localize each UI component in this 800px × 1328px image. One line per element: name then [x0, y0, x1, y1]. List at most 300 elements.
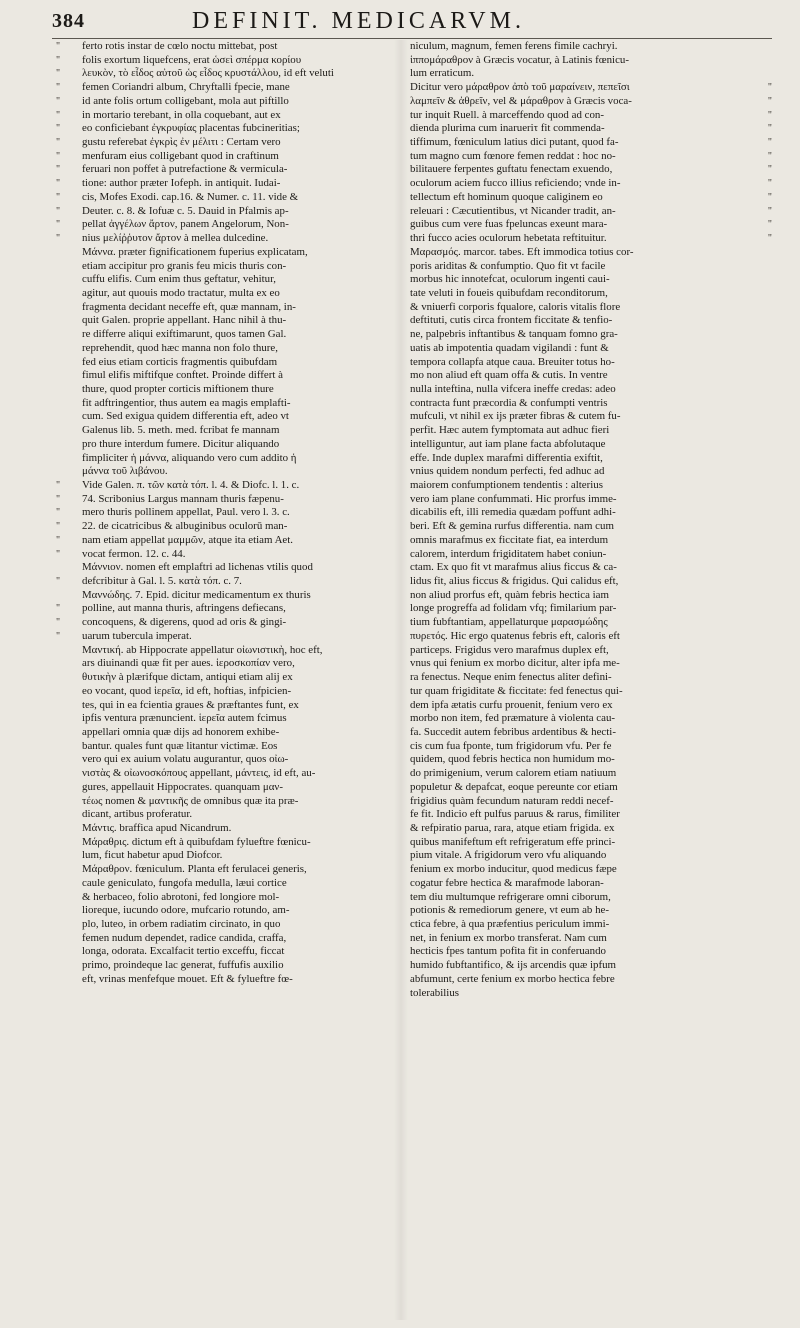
- text-line: [56, 932, 392, 946]
- text-line: [56, 712, 392, 726]
- text-line: [56, 218, 392, 232]
- line-text: menfuram eius colligebant quod in craftinum: [82, 149, 279, 162]
- line-text: maiorem confumptionem tendentis : alterius: [410, 479, 603, 491]
- quote-marker: ": [56, 205, 61, 217]
- line-text: caule geniculato, fungofa medulla, læui cortice: [82, 876, 287, 889]
- line-text: ἱππομάραθρον à Græcis vocatur, à Latinis fœnicu-: [410, 53, 629, 66]
- text-line: [410, 973, 772, 987]
- text-line: [410, 163, 772, 177]
- line-text: quidem, quod febris hectica non humidum mo-: [410, 753, 615, 766]
- quote-marker: ": [56, 178, 61, 190]
- line-text: quit Galen. proprie appellant. Hanc nihil à thu-: [82, 314, 287, 327]
- text-line: [410, 177, 772, 191]
- quote-marker: ": [767, 233, 772, 245]
- line-text: Vide Galen. π. τῶν κατὰ τόπ. l. 4. & Diofc. l. 1. c.: [82, 479, 300, 491]
- line-text: concoquens, & digerens, quod ad oris & gingi-: [82, 616, 287, 629]
- text-line: [410, 452, 772, 466]
- line-text: effe. Inde duplex marafmi differentia exiftit,: [410, 451, 603, 464]
- quote-marker: ": [56, 603, 61, 615]
- text-line: [56, 548, 392, 562]
- text-line: [410, 630, 772, 644]
- quote-marker: ": [56, 137, 61, 149]
- quote-marker: ": [56, 68, 61, 80]
- line-text: tur inquit Ruell. à marceffendo quod ad con-: [410, 108, 604, 121]
- text-line: [56, 561, 392, 575]
- text-line: [410, 81, 772, 95]
- line-text: mufculi, vt nihil ex ijs præter fibras & cutem fu-: [410, 410, 621, 423]
- text-line: [56, 520, 392, 534]
- line-text: polline, aut manna thuris, aftringens defiecans,: [82, 602, 286, 615]
- line-text: vero iam plane confummati. Hic prorfus imme-: [410, 492, 617, 505]
- line-text: tate veluti in foueis quibufdam reconditorum,: [410, 286, 608, 299]
- quote-marker: ": [56, 95, 61, 107]
- line-text: morbo non item, fed præmature à violenta cau-: [410, 712, 616, 725]
- text-line: [410, 602, 772, 616]
- text-line: [410, 260, 772, 274]
- line-text: fit adftringentior, thus autem ea magis emplafti-: [82, 396, 291, 409]
- text-line: [410, 191, 772, 205]
- line-text: eo vocant, quod ἱερεῖα, id eft, hoftias, infpicien-: [82, 684, 292, 697]
- text-line: [410, 287, 772, 301]
- text-line: [410, 506, 772, 520]
- text-line: [56, 273, 392, 287]
- text-line: [56, 671, 392, 685]
- line-text: Deuter. c. 8. & Iofuæ c. 5. Dauid in Pfalmis ap-: [82, 204, 289, 217]
- text-line: [56, 630, 392, 644]
- text-line: [56, 589, 392, 603]
- line-text: eft, vrinas menfefque mouet. Eft & fylueftre fœ-: [82, 972, 293, 985]
- text-line: [56, 81, 392, 95]
- text-line: [410, 150, 772, 164]
- line-text: vocat fermon. 12. c. 44.: [82, 547, 186, 560]
- line-text: net, in fenium ex morbo transferat. Nam cum: [410, 931, 607, 944]
- text-line: [56, 397, 392, 411]
- text-line: [410, 795, 772, 809]
- text-line: [410, 122, 772, 136]
- text-line: [410, 685, 772, 699]
- line-text: 22. de cicatricibus & albuginibus oculorū man-: [82, 520, 288, 533]
- text-line: [410, 273, 772, 287]
- line-text: pro thure interdum fumere. Dicitur aliquando: [82, 437, 280, 450]
- text-line: [56, 657, 392, 671]
- quote-marker: ": [767, 205, 772, 217]
- line-text: pium vitale. A frigidorum vero vfu aliquando: [410, 849, 607, 862]
- running-title: DEFINIT. MEDICARVM.: [192, 8, 525, 34]
- line-text: τέως nomen & μαντικῆς de omnibus quæ ita præ-: [82, 794, 299, 807]
- text-line: [410, 959, 772, 973]
- line-text: re differre aliqui exiftimarunt, quos tamen Gal.: [82, 328, 287, 341]
- text-line: [410, 40, 772, 54]
- text-line: [410, 918, 772, 932]
- line-text: guibus cum vere fuas fpeluncas exeunt mara-: [410, 218, 608, 231]
- line-text: feruari non poffet à putrefactione & vermicula-: [82, 163, 288, 176]
- text-line: [410, 863, 772, 877]
- line-text: id ante folis ortum colligebant, mola aut piftillo: [82, 94, 289, 107]
- line-text: fragmenta decidant neceffe eft, quæ mannam, in-: [82, 300, 296, 313]
- line-text: beri. Eft & gemina rurfus differentia. nam cum: [410, 520, 614, 533]
- line-text: cis cum fua fponte, tum frigidorum vfu. Per fe: [410, 739, 612, 752]
- text-line: [56, 410, 392, 424]
- text-line: [410, 822, 772, 836]
- text-line: [56, 67, 392, 81]
- text-line: [56, 808, 392, 822]
- text-line: [410, 644, 772, 658]
- text-line: [56, 506, 392, 520]
- line-text: bantur. quales funt quæ litantur victimæ. Eos: [82, 739, 278, 752]
- text-line: [410, 891, 772, 905]
- text-line: [56, 260, 392, 274]
- text-line: [410, 67, 772, 81]
- line-text: populetur & depafcat, eoque pereunte cor etiam: [410, 780, 618, 793]
- line-text: hecticis fpes tantum pofita fit in conferuando: [410, 945, 606, 958]
- text-line: [410, 726, 772, 740]
- line-text: do primigenium, verum calorem etiam natiuum: [410, 767, 617, 780]
- line-text: femen nudum dependet, radice candida, craffa,: [82, 931, 287, 944]
- line-text: vero qui ex auium volatu augurantur, quos οἰω-: [82, 753, 289, 766]
- line-text: calorem, interdum frigiditatem habet coniun-: [410, 547, 607, 560]
- line-text: ferto rotis instar de cœlo noctu mittebat, post: [82, 40, 278, 52]
- line-text: dicabilis eft, illi remedia quædam poffunt adhi-: [410, 506, 616, 519]
- text-line: [410, 808, 772, 822]
- line-text: & herbaceo, folio abrotoni, fed longiore mol-: [82, 890, 280, 903]
- quote-marker: ": [56, 191, 61, 203]
- text-line: [56, 95, 392, 109]
- quote-marker: ": [56, 534, 61, 546]
- text-line: [56, 301, 392, 315]
- line-text: πυρετός. Hic ergo quatenus febris eft, caloris eft: [410, 629, 620, 642]
- text-line: [56, 918, 392, 932]
- line-text: particeps. Frigidus vero marafmus duplex eft,: [410, 643, 609, 656]
- line-text: femen Coriandri album, Chryftalli fpecie, mane: [82, 81, 290, 94]
- line-text: contracta funt præcordia & confumpti ventris: [410, 396, 608, 409]
- text-line: [410, 369, 772, 383]
- text-line: [56, 822, 392, 836]
- line-text: nam etiam appellat μαμμῶν, atque ita etiam Aet.: [82, 533, 294, 546]
- text-line: [56, 795, 392, 809]
- text-line: [56, 904, 392, 918]
- text-line: [410, 753, 772, 767]
- line-text: perfit. Hæc autem fymptomata aut adhuc fieri: [410, 424, 610, 437]
- text-line: [410, 246, 772, 260]
- line-text: fimpliciter ἡ μάννα, aliquando vero cum addito ἡ: [82, 451, 297, 464]
- line-text: plo, luteo, in orbem radiatim circinato, in quo: [82, 918, 281, 930]
- text-line: [56, 849, 392, 863]
- text-line: [410, 877, 772, 891]
- quote-marker: ": [56, 123, 61, 135]
- text-line: [410, 534, 772, 548]
- text-line: [56, 40, 392, 54]
- line-text: Μαρασμός. marcor. tabes. Eft immodica totius cor-: [410, 245, 634, 258]
- line-text: eo conficiebant ἐγκρυφίας placentas fubcineritias;: [82, 122, 300, 135]
- line-text: gustu referebat ἐγκρὶς ἐν μέλιτι : Certam vero: [82, 136, 281, 149]
- line-text: tempora collapfa atque caua. Breuiter totus ho-: [410, 355, 615, 368]
- text-line: [410, 95, 772, 109]
- text-line: [56, 383, 392, 397]
- line-text: poris ariditas & confumptio. Quo fit vt facile: [410, 259, 606, 272]
- line-text: potionis & remediorum genere, vt eum ab he-: [410, 904, 609, 917]
- text-line: [56, 877, 392, 891]
- text-line: [56, 891, 392, 905]
- text-line: [56, 616, 392, 630]
- line-text: tellectum eft hominum quoque caliginem eo: [410, 190, 603, 203]
- quote-marker: ": [767, 191, 772, 203]
- text-line: [56, 602, 392, 616]
- line-text: omnis marafmus ex ficcitate fiat, ea interdum: [410, 533, 609, 546]
- line-text: primo, proindeque lac generat, fuffufis auxilio: [82, 959, 284, 972]
- text-line: [410, 493, 772, 507]
- text-line: [410, 301, 772, 315]
- text-line: [56, 163, 392, 177]
- line-text: cum. Sed exigua quidem differentia eft, adeo vt: [82, 410, 289, 423]
- line-text: fimul elifis miftifque conftet. Proinde differt à: [82, 369, 283, 382]
- line-text: fenium ex morbo inducitur, quod medicus fæpe: [410, 863, 617, 876]
- text-line: [410, 575, 772, 589]
- text-line: [56, 232, 392, 246]
- text-line: [56, 836, 392, 850]
- line-text: & refpiratio parua, rara, atque etiam frigida. ex: [410, 821, 615, 834]
- text-line: [56, 575, 392, 589]
- text-line: [56, 452, 392, 466]
- line-text: Μάραθρον. fœniculum. Planta eft ferulacei generis,: [82, 863, 307, 876]
- text-line: [410, 561, 772, 575]
- line-text: λευκὸν, τὸ εἶδος αὐτοῦ ὡς εἶδος κρυστάλλου, id eft veluti: [82, 67, 334, 80]
- line-text: tur quam frigiditate & ficcitate: fed fenectus qui-: [410, 684, 623, 697]
- text-line: [56, 136, 392, 150]
- line-text: νιστὰς & οἰωνοσκόπους appellant, μάντεις, id eft, au-: [82, 767, 316, 780]
- quote-marker: ": [56, 493, 61, 505]
- quote-marker: ": [56, 219, 61, 231]
- text-line: [410, 548, 772, 562]
- text-line: [56, 205, 392, 219]
- quote-marker: ": [56, 109, 61, 121]
- line-text: fa. Succedit autem febribus ardentibus & hecti-: [410, 725, 616, 738]
- text-line: [410, 342, 772, 356]
- line-text: μάννα τοῦ λιβάνου.: [82, 465, 168, 478]
- text-line: [56, 973, 392, 987]
- text-line: [410, 479, 772, 493]
- right-column: [410, 40, 772, 1000]
- line-text: ctam. Ex quo fit vt marafmus alius ficcus & ca-: [410, 561, 617, 574]
- text-line: [410, 465, 772, 479]
- quote-marker: ": [56, 54, 61, 66]
- text-line: [410, 589, 772, 603]
- text-line: [410, 205, 772, 219]
- text-line: [56, 479, 392, 493]
- line-text: etiam accipitur pro granis feu micis thuris con-: [82, 259, 287, 272]
- line-text: Μάραθρις. dictum eft à quibufdam fylueftre fœnicu-: [82, 835, 311, 848]
- quote-marker: ": [56, 576, 61, 588]
- quote-marker: ": [767, 123, 772, 135]
- text-line: [56, 246, 392, 260]
- quote-marker: ": [56, 480, 61, 491]
- quote-marker: ": [767, 219, 772, 231]
- quote-marker: ": [56, 548, 61, 560]
- text-line: [410, 424, 772, 438]
- text-line: [56, 356, 392, 370]
- line-text: tione: author præter Iofeph. in antiquit. Iudai-: [82, 177, 281, 190]
- line-text: in mortario terebant, in olla coquebant, aut ex: [82, 108, 281, 121]
- line-text: ctica febre, à qua præfentius periculum immi-: [410, 918, 610, 930]
- quote-marker: ": [56, 617, 61, 629]
- quote-marker: ": [767, 150, 772, 162]
- line-text: defcribitur à Gal. l. 5. κατὰ τόπ. c. 7.: [82, 575, 242, 588]
- text-line: [410, 904, 772, 918]
- quote-marker: ": [767, 95, 772, 107]
- quote-marker: ": [56, 41, 61, 52]
- line-text: vnius quidem nondum perfecti, fed adhuc ad: [410, 465, 605, 478]
- text-line: [410, 699, 772, 713]
- text-line: [410, 712, 772, 726]
- text-line: [410, 767, 772, 781]
- line-text: quibus manifeftum eft refrigeratum effe princi-: [410, 835, 616, 848]
- line-text: Galenus lib. 5. meth. med. fcribat fe mannam: [82, 424, 280, 437]
- line-text: vnus qui fenium ex morbo dicitur, alter ipfa me-: [410, 657, 620, 670]
- line-text: appellari omnia quæ dijs ad honorem exhibe-: [82, 725, 280, 738]
- line-text: oculorum aciem fucco illius reficiendo; vnde in-: [410, 177, 621, 190]
- line-text: niculum, magnum, femen ferens fimile cachryi.: [410, 40, 618, 52]
- text-line: [56, 740, 392, 754]
- line-text: longa, odorata. Excalfacit tertio exceffu, ficcat: [82, 945, 285, 958]
- text-line: [56, 753, 392, 767]
- text-line: [410, 932, 772, 946]
- line-text: bilitauere ferpentes guftatu fenectam exuendo,: [410, 163, 613, 176]
- line-text: frigidius quàm fecundum naturam reddi necef-: [410, 794, 614, 807]
- line-text: deftituti, cutis circa frontem ficcitate & tenfio-: [410, 314, 613, 327]
- line-text: ra fenectus. Neque enim fenectus aliter defini-: [410, 671, 612, 684]
- text-line: [56, 287, 392, 301]
- text-line: [410, 136, 772, 150]
- text-line: [56, 328, 392, 342]
- text-line: [56, 534, 392, 548]
- line-text: tes, qui in ea fcientia graues & præftantes funt, ex: [82, 698, 299, 711]
- line-text: Μαντική. ab Hippocrate appellatur οἰωνιστικὴ, hoc eft,: [82, 643, 323, 656]
- line-text: fed eius etiam corticis fragmentis quibufdam: [82, 355, 278, 368]
- text-line: [56, 959, 392, 973]
- quote-marker: ": [767, 109, 772, 121]
- page-number: 384: [52, 10, 85, 32]
- line-text: reprehendit, quod hæc manna non folo thure,: [82, 341, 278, 354]
- text-line: [56, 644, 392, 658]
- line-text: lioreque, iucundo odore, mufcario rotundo, am-: [82, 904, 290, 917]
- line-text: thri fucco acies oculorum hebetata reftituitur.: [410, 232, 607, 245]
- quote-marker: ": [56, 630, 61, 642]
- quote-marker: ": [767, 178, 772, 190]
- line-text: pellat ἀγγέλων ἄρτον, panem Angelorum, Non-: [82, 218, 289, 231]
- line-text: agitur, aut quouis modo tractatur, multa ex eo: [82, 286, 280, 299]
- text-line: [56, 191, 392, 205]
- text-line: [56, 150, 392, 164]
- page-header: [52, 8, 772, 39]
- line-text: lidus fit, alius ficcus & frigidus. Qui calidus eft,: [410, 575, 619, 588]
- line-text: 74. Scribonius Largus mannam thuris fæpenu-: [82, 492, 284, 505]
- line-text: cis, Mofes Exodi. cap.16. & Numer. c. 11. vide &: [82, 190, 299, 203]
- line-text: non aliud prorfus eft, quàm febris hectica iam: [410, 588, 609, 601]
- line-text: ars diuinandi quæ fit per aues. ἱεροσκοπίαν vero,: [82, 657, 295, 670]
- text-line: [410, 328, 772, 342]
- text-line: [56, 109, 392, 123]
- quote-marker: ": [56, 233, 61, 245]
- line-text: Μαννώδης. 7. Epid. dicitur medicamentum ex thuris: [82, 588, 311, 601]
- quote-marker: ": [56, 507, 61, 519]
- line-text: fe fit. Indicio eft pulfus paruus & rarus, fimiliter: [410, 808, 620, 821]
- line-text: ne, palpebris inftantibus & tanquam fomno gra-: [410, 328, 618, 341]
- text-line: [410, 410, 772, 424]
- text-line: [56, 781, 392, 795]
- line-text: folis exortum liquefcens, erat ὡσεὶ σπέρμα κορίου: [82, 53, 302, 66]
- text-line: [410, 438, 772, 452]
- line-text: longe progreffa ad folidam vfq; fimilarium par-: [410, 602, 617, 615]
- line-text: thure, quod propter corticis miftionem thure: [82, 382, 274, 395]
- line-text: ipfis ventura prænuncient. ἱερεῖα autem fcimus: [82, 712, 287, 725]
- line-text: tum magno cum fœnore femen reddat : hoc no-: [410, 149, 616, 162]
- line-text: Μάντις. braffica apud Nicandrum.: [82, 821, 232, 834]
- text-line: [56, 438, 392, 452]
- quote-marker: ": [56, 521, 61, 533]
- quote-marker: ": [767, 164, 772, 176]
- text-line: [56, 685, 392, 699]
- line-text: cogatur febre hectica & marafmode laboran-: [410, 876, 604, 889]
- text-line: [56, 945, 392, 959]
- text-line: [56, 493, 392, 507]
- text-line: [56, 863, 392, 877]
- line-text: tiffimum, fœniculum latius dici putant, quod fa-: [410, 136, 619, 149]
- quote-marker: ": [767, 137, 772, 149]
- text-line: [410, 520, 772, 534]
- text-line: [410, 218, 772, 232]
- line-text: intelliguntur, aut iam plane facta abfolutaque: [410, 437, 606, 450]
- text-line: [56, 767, 392, 781]
- line-text: abfumunt, certe fenium ex morbo hectica febre: [410, 972, 615, 985]
- line-text: λαμπεῖν & ἀθρεῖν, vel & μάραθρον à Græcis voca-: [410, 94, 632, 107]
- text-line: [56, 369, 392, 383]
- text-line: [56, 424, 392, 438]
- text-line: [56, 177, 392, 191]
- quote-marker: ": [767, 82, 772, 94]
- text-line: [56, 314, 392, 328]
- line-text: uarum tubercula imperat.: [82, 629, 192, 642]
- text-line: [56, 342, 392, 356]
- text-line: [410, 740, 772, 754]
- text-line: [410, 616, 772, 630]
- line-text: humido fubftantifico, & ijs arcendis quæ ipfum: [410, 959, 616, 972]
- line-text: uatis ab impotentia quadam vigilandi : funt &: [410, 341, 609, 354]
- line-text: θυτικὴν à plærifque dictam, antiqui etiam alij ex: [82, 671, 293, 684]
- text-line: [56, 122, 392, 136]
- line-text: Μάννιον. nomen eft emplaftri ad lichenas vtilis quod: [82, 561, 313, 574]
- text-line: [410, 945, 772, 959]
- text-line: [410, 657, 772, 671]
- gutter-shadow: [394, 40, 408, 1320]
- text-line: [56, 699, 392, 713]
- text-line: [410, 671, 772, 685]
- line-text: dienda plurima cum inarueriτ fit commenda-: [410, 122, 605, 135]
- quote-marker: ": [56, 164, 61, 176]
- line-text: cuffu elifis. Cum enim thus geftatur, vehitur,: [82, 273, 277, 286]
- text-line: [410, 314, 772, 328]
- text-line: [56, 54, 392, 68]
- line-text: nulla inteftina, nulla vifcera ineffe credas: adeo: [410, 382, 616, 395]
- line-text: tem diu multumque refrigerare omni ciborum,: [410, 890, 611, 903]
- text-line: [410, 781, 772, 795]
- line-text: gures, appellauit Hippocrates. quanquam μαν-: [82, 780, 283, 793]
- line-text: mo non aliud eft quam offa & cutis. In ventre: [410, 369, 608, 382]
- text-line: [410, 987, 772, 1001]
- line-text: tium fubftantiam, appellaturque μαρασμώδης: [410, 616, 608, 629]
- line-text: Dicitur vero μάραθρον ἀπὸ τοῦ μαραίνειν, πεπεῖσι: [410, 81, 630, 94]
- text-line: [410, 232, 772, 246]
- text-line: [410, 383, 772, 397]
- line-text: & vniuerfi corporis fqualore, caloris vitalis flore: [410, 300, 621, 313]
